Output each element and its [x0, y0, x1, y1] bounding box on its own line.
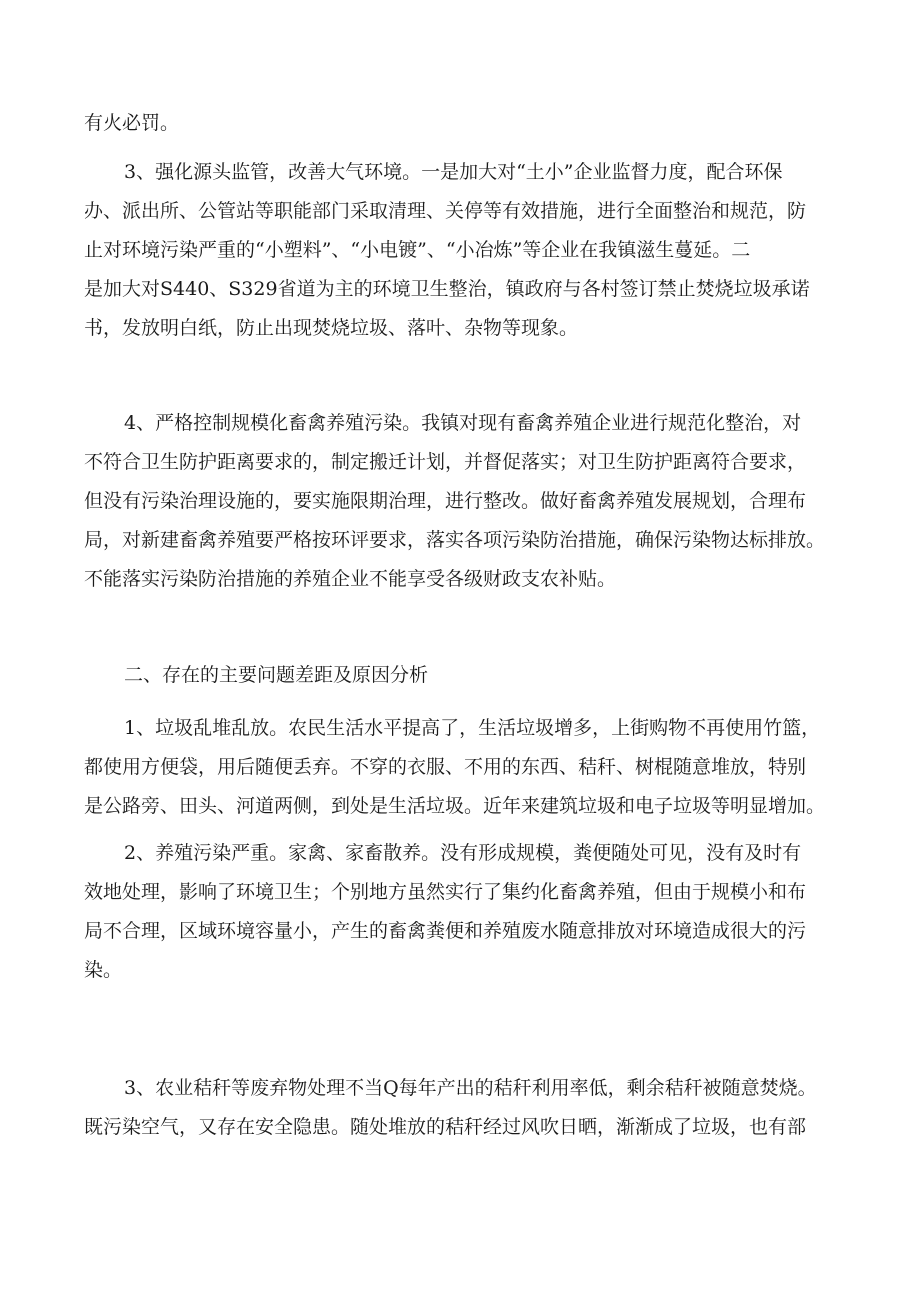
paragraph-continuation: [84, 104, 844, 143]
text-line: 2、养殖污染严重。家禽、家畜散养。没有形成规模，粪便随处可见，没有及时有: [124, 842, 802, 864]
paragraph-problem-3-straw: [84, 1069, 844, 1147]
text-line: 1、垃圾乱堆乱放。农民生活水平提高了，生活垃圾增多，上街购物不再使用竹篮，: [124, 717, 821, 739]
text-line: 有火必罚。: [84, 112, 180, 134]
text-line: 3、农业秸秆等废弃物处理不当Q每年产出的秸秆利用率低，剩余秸秆被随意焚烧。: [124, 1077, 817, 1099]
text-line: 效地处理，影响了环境卫生；个别地方虽然实行了集约化畜禽养殖，但由于规模小和布: [84, 881, 807, 903]
paragraph-problem-2-breeding: [84, 834, 844, 990]
text-line: 染。: [84, 959, 123, 981]
text-line: 不能落实污染防治措施的养殖企业不能享受各级财政支农补贴。: [84, 568, 617, 590]
paragraph-item-4-livestock: [84, 404, 844, 599]
text-line: 局，对新建畜禽养殖要严格按环评要求，落实各项污染防治措施，确保污染物达标排放。: [84, 529, 826, 551]
text-line: 既污染空气，又存在安全隐患。随处堆放的秸秆经过风吹日晒，渐渐成了垃圾，也有部: [84, 1116, 807, 1138]
text-line: 办、派出所、公管站等职能部门采取清理、关停等有效措施，进行全面整治和规范，防: [84, 200, 807, 222]
text-line: 止对环境污染严重的“小塑料”、“小电镀”、“小冶炼”等企业在我镇滋生蔓延。二: [84, 239, 751, 261]
section-heading: [84, 656, 844, 695]
paragraph-item-3-air: [84, 153, 844, 348]
text-line: 4、严格控制规模化畜禽养殖污染。我镇对现有畜禽养殖企业进行规范化整治，对: [124, 412, 802, 434]
text-line: 但没有污染治理设施的，要实施限期治理，进行整改。做好畜禽养殖发展规划，合理布: [84, 490, 807, 512]
paragraph-problem-1-garbage: [84, 709, 844, 826]
text-line: 不符合卫生防护距离要求的，制定搬迁计划，并督促落实；对卫生防护距离符合要求，: [84, 451, 807, 473]
text-line: 局不合理，区域环境容量小，产生的畜禽粪便和养殖废水随意排放对环境造成很大的污: [84, 920, 807, 942]
section-heading-text: 二、存在的主要问题差距及原因分析: [124, 664, 429, 686]
text-line: 3、强化源头监管，改善大气环境。一是加大对“土小”企业监督力度，配合环保: [124, 161, 783, 183]
text-line: 是公路旁、田头、河道两侧，到处是生活垃圾。近年来建筑垃圾和电子垃圾等明显增加。: [84, 795, 826, 817]
text-line: 是加大对S440、S329省道为主的环境卫生整治，镇政府与各村签订禁止焚烧垃圾承诺: [84, 278, 810, 300]
text-line: 书，发放明白纸，防止出现焚烧垃圾、落叶、杂物等现象。: [84, 317, 579, 339]
text-line: 都使用方便袋，用后随便丢弃。不穿的衣服、不用的东西、秸秆、树棍随意堆放，特别: [84, 756, 807, 778]
